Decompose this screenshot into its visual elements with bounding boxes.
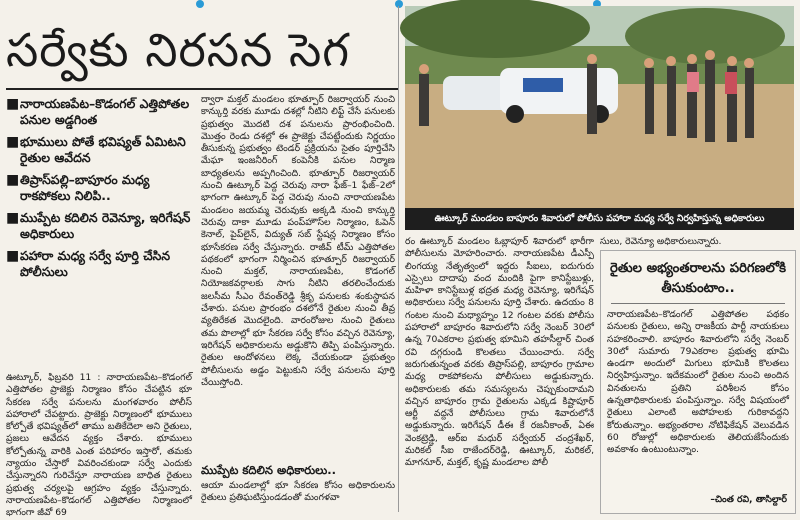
bullet-icon: ■ [6, 210, 20, 226]
survey-scene-image [405, 6, 794, 208]
bullet-icon: ■ [6, 172, 20, 188]
column-divider [398, 6, 399, 512]
article-column-1: ఊట్కూర్, ఫిబ్రవరి 11 : నారాయణపేట–కొడంగల్ ఎత్తిపోతల ప్రాజెక్టు నిర్మాణం కోసం చేపట్టిన భూ సేకరణ సర్వే పనులను మంగళవారం పోలీస్ పహారాలో చేపట్టారు. ప్రాజెక్టు నిర్మాణంలో భూములు కోల్పోతే భవిష్యత్‌లో తాము బతికేదెలా అని రైతులు, ప్రజలు ఆవేదన వ్యక్తం చేశారు. భూములు కోల్పోతున్న వారికి ఎంత పరిహారం ఇస్తారో, తమకు న్యాయం చేస్తారో వివరించకుండా సర్వే ఎందుకు చేస్తున్నారని గురిచేస్తూ నారాయణ బాధిత రైతులు ప్రభుత్వ చర్యలపై ఆగ్రహం వ్యక్తం చేస్తున్నారు. నారాయణపేట–కొడంగల్ ఎత్తిపోతల నిర్మాణంలో భాగంగా జీవో 69 [6, 372, 192, 519]
bullet-icon: ■ [6, 248, 20, 264]
headline: సర్వేకు నిరసన సెగ [6, 23, 351, 77]
box-signature: –చింత రవి, తాసిల్దార్ [710, 494, 787, 505]
article-column-2: ద్వారా మక్తల్ మండలం భూత్పూర్ రిజర్వాయర్ నుంచి కాన్కుర్తి వరకు మూడు దశల్లో నీటిని లిఫ్ట్ చేసే పనులకు ప్రభుత్వం మొదటి దశ పనులను ప్రారంభించింది. మొత్తం రెండు దశల్లో ఈ ప్రాజెక్టు చేపట్టేందుకు నిర్ణయం తీసుకున్న ప్రభుత్వం టెండర్ ప్రక్రియను సైతం పూర్తిచేసి మేఘా ఇంజనీరింగ్ కంపెనీకి పనుల నిర్మాణ బాధ్యతలను అప్పగించింది. భూత్పూర్ రిజర్వాయర్ నుంచి ఊట్కూర్ పెద్ద చెరువు నారా ఫేజ్–1 ఫేజ్–2లో భాగంగా ఊట్కూర్ పెద్ద చెరువు నుంచి నారాయణపేట మండలం జయమ్మ చెరువుకు అక్కడి నుంచి కాన్కుర్తి చెరువు దాకా మూడు పంప్‌హౌస్‌ల నిర్మాణం, ఓపెన్ కెనాల్, పైప్‌లైన్, విద్యుత్ సబ్ స్టేషన్ల నిర్మాణం కోసం భూసేకరణ సర్వే చేస్తున్నారు. రాజీవ్ టీమ్ ఎత్తిపోతల పథకంలో భాగంగా నిర్మించిన భూత్పూర్ రిజర్వాయర్ నుంచి మక్తల్, నారాయణపేట, కొడంగల్ నియోజకవర్గాలకు సాగు నీటిని తరలించేందుకు జలసీమ సీఎం రేవంత్‌రెడ్డి శ్రీకృ పనులకు శంకుస్థాపన చేశారు. పనుల ప్రారంభం దశలోనే రైతుల నుంచి తీవ్ర వ్యతిరేకత మొదలైంది. వారంరోజుల నుంచి రైతులు తమ పొలాల్లో భూ సేకరణ సర్వే కోసం వచ్చిన రెవెన్యూ, ఇరిగేషన్ అధికారులను అడ్డుకొని తిప్పి పంపిస్తున్నారు. రైతుల ఆందోళనలు లెక్క చేయకుండా ప్రభుత్వం పోలీసులను అడ్డం పెట్టుకుని సర్వే పనులను పూర్తి చేయిస్తోంది. [201, 94, 395, 388]
bullet-item [6, 210, 192, 242]
bullet-text: ముప్పేట కదిలిన రెవెన్యూ, ఇరిగేషన్ అధికారులు [20, 210, 191, 241]
tahsildar-statement-box [600, 250, 796, 514]
box-body: నారాయణపేట–కొడంగల్ ఎత్తిపోతల పథకం పనులకు రైతులు, అన్ని రాజకీయ పార్టీ నాయకులు సహకరించాలి. బాపూరం శివారులోని సర్వే నెంబర్ 30లో సుమారు 79ఎకరాల ప్రభుత్వ భూమి ఉండగా అందులో మిగులు భూమికి కొలతలు నిర్వహిస్తున్నాం. ఇదేకమంలో రైతుల నుంచి అందిన వినతులను ప్రతిని పరిశీలన కోసం ఉన్నతాధికారులకు పంపిస్తున్నాం. సర్వే విషయంలో రైతులు ఎలాంటి అపోహలకు గురికావద్దని కోరుతున్నాం. అభ్యంతరాల నోటిఫికేషన్ వెలువడిన 60 రోజుల్లో అధికారులకు తెలియజేసేందుకు అవకాశం ఉంటుంటున్నాం. [607, 309, 789, 456]
article-column-2-tail: ఆయా మండలాల్లో భూ సేకరణ కోసం అధికారులను రైతులు ప్రతిఘటిస్తుండడంతో మంగళవా [201, 480, 395, 504]
bullet-text: నారాయణపేట–కొడంగల్ ఎత్తిపోతల పనుల అడ్డగింత [20, 96, 190, 127]
photo-caption: ఊట్కూర్ మండలం బాపూరం శివారులో పోలీసు పహారా మధ్య సర్వే నిర్వహిస్తున్న అధికారులు [405, 208, 794, 230]
highlight-bullets [6, 96, 192, 286]
bullet-text: తిప్రాస్‌పల్లి–బాపూరం మధ్య రాకపోకలు నిలిపి.. [20, 172, 150, 203]
ornament-dot-icon [196, 0, 204, 8]
headline-divider [6, 88, 398, 90]
subheading-officials: ముప్పేట కదిలిన అధికారులు.. [201, 463, 336, 477]
bullet-item [6, 96, 192, 128]
bullet-text: భూములు పోతే భవిష్యత్ ఏమిటని రైతుల ఆవేదన [20, 134, 186, 165]
article-column-4: సులు, రెవెన్యూ అధికారులున్నారు. [600, 236, 722, 247]
bullet-icon: ■ [6, 96, 20, 112]
bullet-item [6, 172, 192, 204]
box-divider [611, 303, 785, 304]
survey-photo [405, 6, 794, 208]
bullet-item [6, 248, 192, 280]
ornament-dot-icon [395, 0, 403, 8]
bullet-item [6, 134, 192, 166]
article-column-3: రం ఊట్కూర్ మండలం ఓబ్లాపూర్ శివారులో భారీగా పోలీసులను మోహరించారు. నారాయణపేట డీఎస్పీ లింగయ్య నేతృత్వంలో ఇద్దరు సీఐలు, ఐదుగురు ఎస్సైలు దాదాపు వంద మందికి పైగా కానిస్టేబుళ్లు, మహిళా కానిస్టేబుళ్ల భద్రత మధ్య రెవెన్యూ, ఇరిగేషన్ అధికారులు సర్వే పనులను పూర్తి చేశారు. ఉదయం 8 గంటల నుంచి మధ్యాహ్నం 12 గంటల వరకు పోలీసు పహారాలో బాపూరం శివారులోని సర్వే నెంబర్ 30లో ఉన్న 70ఎకరాల ప్రభుత్వ భూమిని తహసీల్దార్ చింత రవి దగ్గరుండి కొలతలు చేయించారు. సర్వే జరుగుతున్నంత వరకు తిప్రాస్‌పల్లి, బాపూరం గ్రామాల మధ్య రాకపోకలను పోలీసులు అడ్డుకున్నారు. అధికారులకు తమ సమస్యలను చెప్పుకుందామని వచ్చిన బాపూరం గ్రామ రైతులను ఎక్కడ కిష్టాపూర్ ఆర్టీ వద్దనే పోలీసులు గ్రామ శివారులోనే అడ్డుకున్నారు. ఇరిగేషన్ డీఈ కే రజనీకాంత్, ఏఈ వెంకట్రెడ్డి, ఆర్ఐ మధుర్ సర్వేయర్ చంద్రశేఖర్, మరికల్ సీఐ రాజేందర్‌రెడ్డి, ఊట్కూర్, మరికల్, మాగనూర్, మక్తల్, కృష్ణ మండలాల పోలీ [405, 236, 594, 469]
bullet-icon: ■ [6, 134, 20, 150]
box-heading: రైతుల అభ్యంతరాలను పరిగణలోకి తీసుకుంటాం.. [610, 261, 786, 296]
bullet-text: పహారా మధ్య సర్వే పూర్తి చేసిన పోలీసులు [20, 248, 171, 279]
